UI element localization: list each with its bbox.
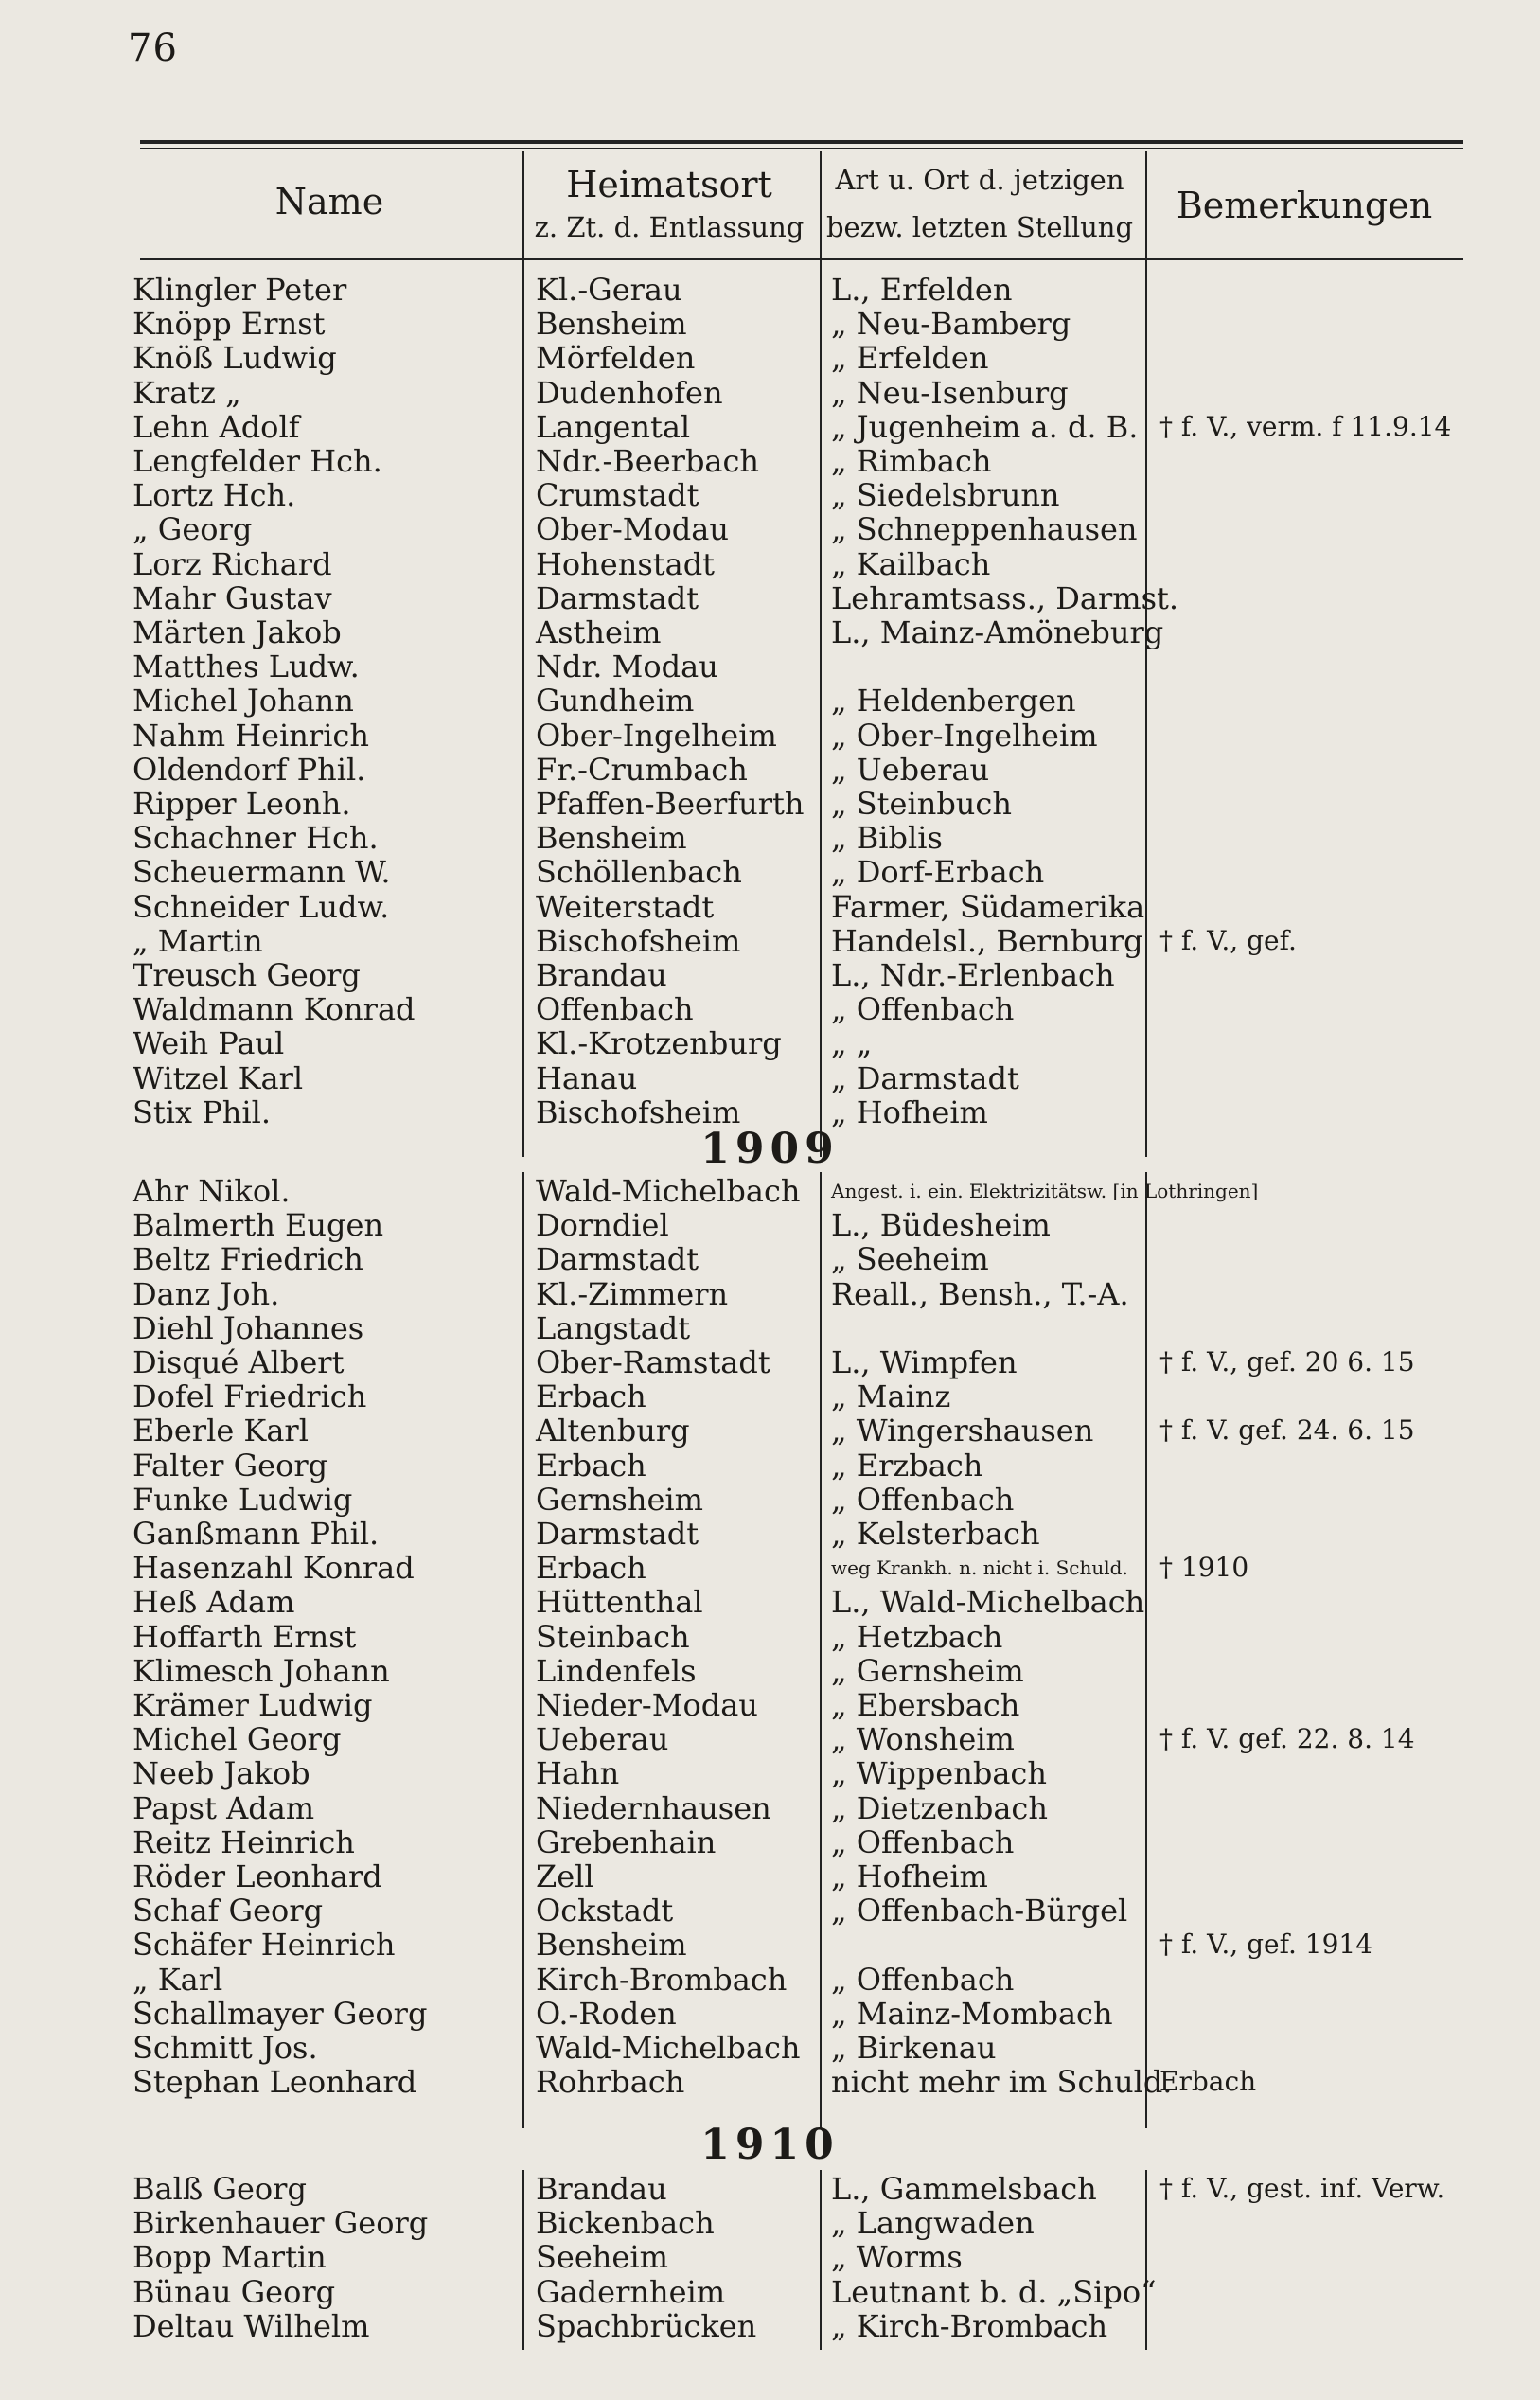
table-row bbox=[0, 1825, 1540, 1859]
cell-name: Falter Georg bbox=[133, 1447, 328, 1484]
cell-job: „ Dorf-Erbach bbox=[831, 854, 1045, 891]
cell-name: Disqué Albert bbox=[133, 1344, 345, 1380]
cell-home: Darmstadt bbox=[536, 1241, 699, 1278]
cell-name: Klingler Peter bbox=[133, 272, 347, 308]
table-row bbox=[0, 787, 1540, 821]
cell-home: Schöllenbach bbox=[536, 854, 742, 891]
cell-name: Weih Paul bbox=[133, 1025, 285, 1062]
cell-job: „ Offenbach bbox=[831, 1961, 1015, 1998]
cell-home: Astheim bbox=[536, 614, 662, 650]
cell-job: „ Wippenbach bbox=[831, 1755, 1047, 1792]
cell-job: nicht mehr im Schuld. bbox=[831, 2064, 1173, 2101]
cell-home: Dudenhofen bbox=[536, 374, 723, 411]
cell-home: Hüttenthal bbox=[536, 1584, 703, 1621]
cell-name: Balß Georg bbox=[133, 2171, 307, 2207]
cell-name: Kratz „ bbox=[133, 374, 241, 411]
cell-name: Michel Johann bbox=[133, 683, 354, 720]
table-row bbox=[0, 649, 1540, 684]
cell-name: Eberle Karl bbox=[133, 1413, 309, 1449]
table-row bbox=[0, 512, 1540, 546]
table-row bbox=[0, 1859, 1540, 1893]
table-row bbox=[0, 1893, 1540, 1928]
table-row bbox=[0, 1242, 1540, 1276]
table-row bbox=[0, 547, 1540, 581]
cell-home: Hohenstadt bbox=[536, 545, 716, 582]
cell-home: Kirch-Brombach bbox=[536, 1961, 788, 1998]
table-row bbox=[0, 307, 1540, 341]
cell-job: „ Neu-Isenburg bbox=[831, 374, 1069, 411]
table-row bbox=[0, 719, 1540, 753]
cell-home: Grebenhain bbox=[536, 1823, 717, 1860]
table-row bbox=[0, 581, 1540, 615]
table-row bbox=[0, 2309, 1540, 2343]
table-row bbox=[0, 1620, 1540, 1654]
table-row bbox=[0, 478, 1540, 512]
table-top-rule bbox=[140, 140, 1463, 149]
table-row bbox=[0, 992, 1540, 1026]
cell-name: Hasenzahl Konrad bbox=[133, 1550, 415, 1587]
header-remarks: Bemerkungen bbox=[1176, 185, 1433, 226]
table-row bbox=[0, 1311, 1540, 1345]
cell-name: Balmerth Eugen bbox=[133, 1207, 384, 1244]
cell-home: Lindenfels bbox=[536, 1652, 697, 1689]
table-row bbox=[0, 2172, 1540, 2206]
cell-name: Nahm Heinrich bbox=[133, 717, 369, 754]
header-home-line1: Heimatsort bbox=[566, 164, 772, 205]
cell-remarks: † f. V., gef. 1914 bbox=[1159, 1929, 1373, 1961]
cell-home: Bischofsheim bbox=[536, 1093, 741, 1130]
table-row bbox=[0, 341, 1540, 375]
cell-job: Handelsl., Bernburg bbox=[831, 922, 1143, 959]
cell-home: Darmstadt bbox=[536, 579, 699, 616]
header-job-line1: Art u. Ort d. jetzigen bbox=[835, 164, 1124, 196]
cell-name: Papst Adam bbox=[133, 1789, 315, 1826]
cell-job: L., Wald-Michelbach bbox=[831, 1584, 1145, 1621]
cell-job: „ Offenbach bbox=[831, 1481, 1015, 1518]
cell-home: Weiterstadt bbox=[536, 888, 715, 925]
table-row bbox=[0, 890, 1540, 924]
cell-home: Wald-Michelbach bbox=[536, 1173, 801, 1209]
table-row bbox=[0, 1963, 1540, 1997]
cell-name: „ Georg bbox=[133, 511, 253, 548]
cell-home: Erbach bbox=[536, 1378, 646, 1415]
cell-job: „ Hofheim bbox=[831, 1093, 988, 1130]
table-row bbox=[0, 2206, 1540, 2240]
cell-name: Mahr Gustav bbox=[133, 579, 332, 616]
table-row bbox=[0, 1345, 1540, 1379]
cell-name: Oldendorf Phil. bbox=[133, 751, 366, 788]
cell-job: „ Siedelsbrunn bbox=[831, 477, 1060, 514]
table-row bbox=[0, 958, 1540, 992]
year-heading: 1910 bbox=[700, 2121, 840, 2169]
cell-job: „ Ueberau bbox=[831, 751, 990, 788]
cell-name: Bünau Georg bbox=[133, 2273, 336, 2310]
cell-home: Ueberau bbox=[536, 1721, 669, 1758]
page-number: 76 bbox=[128, 27, 178, 70]
table-row bbox=[0, 1449, 1540, 1483]
cell-name: Schmitt Jos. bbox=[133, 2030, 318, 2066]
cell-home: O.-Roden bbox=[536, 1995, 677, 2032]
cell-job: „ Erzbach bbox=[831, 1447, 983, 1484]
cell-remarks: † f. V., gest. inf. Verw. bbox=[1159, 2173, 1445, 2204]
cell-home: Kl.-Gerau bbox=[536, 272, 682, 308]
table-row bbox=[0, 753, 1540, 787]
cell-job: Leutnant b. d. „Sipo“ bbox=[831, 2273, 1157, 2310]
cell-remarks: † f. V. gef. 22. 8. 14 bbox=[1159, 1723, 1415, 1755]
table-header-rule bbox=[140, 258, 1463, 260]
cell-home: Ndr.-Beerbach bbox=[536, 443, 760, 479]
cell-name: Lehn Adolf bbox=[133, 408, 300, 445]
table-row bbox=[0, 1928, 1540, 1962]
cell-name: Beltz Friedrich bbox=[133, 1241, 363, 1278]
table-row bbox=[0, 273, 1540, 307]
cell-name: Reitz Heinrich bbox=[133, 1823, 355, 1860]
table-row bbox=[0, 684, 1540, 718]
cell-name: Knöpp Ernst bbox=[133, 306, 326, 343]
cell-home: Spachbrücken bbox=[536, 2307, 757, 2344]
cell-job: „ Biblis bbox=[831, 820, 943, 857]
table-row bbox=[0, 1379, 1540, 1413]
cell-job: Lehramtsass., Darmst. bbox=[831, 579, 1179, 616]
cell-name: Heß Adam bbox=[133, 1584, 295, 1621]
cell-home: Bickenbach bbox=[536, 2205, 715, 2242]
cell-home: Pfaffen-Beerfurth bbox=[536, 786, 805, 822]
cell-job: Reall., Bensh., T.-A. bbox=[831, 1275, 1129, 1312]
cell-home: Niedernhausen bbox=[536, 1789, 771, 1826]
header-job-line2: bezw. letzten Stellung bbox=[825, 211, 1134, 243]
cell-name: Deltau Wilhelm bbox=[133, 2307, 370, 2344]
cell-home: Brandau bbox=[536, 2171, 667, 2207]
cell-job: „ Mainz bbox=[831, 1378, 951, 1415]
table-row bbox=[0, 1517, 1540, 1551]
cell-home: Fr.-Crumbach bbox=[536, 751, 748, 788]
cell-job: „ Mainz-Mombach bbox=[831, 1995, 1113, 2032]
table-row bbox=[0, 2031, 1540, 2065]
cell-job: „ Birkenau bbox=[831, 2030, 997, 2066]
cell-name: Hoffarth Ernst bbox=[133, 1618, 357, 1655]
cell-home: Langental bbox=[536, 408, 691, 445]
header-home-line2: z. Zt. d. Entlassung bbox=[534, 211, 805, 243]
cell-job: „ Heldenbergen bbox=[831, 683, 1076, 720]
cell-name: Schallmayer Georg bbox=[133, 1995, 428, 2032]
cell-job: „ Jugenheim a. d. B. bbox=[831, 408, 1139, 445]
cell-name: Stephan Leonhard bbox=[133, 2064, 417, 2101]
cell-name: Ahr Nikol. bbox=[133, 1173, 291, 1209]
table-row bbox=[0, 376, 1540, 410]
cell-job: L., Büdesheim bbox=[831, 1207, 1051, 1244]
table-row bbox=[0, 615, 1540, 649]
cell-job: „ Erfelden bbox=[831, 340, 989, 377]
table-row bbox=[0, 1688, 1540, 1722]
cell-home: Ober-Ramstadt bbox=[536, 1344, 770, 1380]
cell-name: Michel Georg bbox=[133, 1721, 342, 1758]
cell-job: Angest. i. ein. Elektrizitätsw. [in Lothringen] bbox=[831, 1180, 1259, 1202]
cell-name: Röder Leonhard bbox=[133, 1858, 382, 1894]
table-row bbox=[0, 1756, 1540, 1790]
table-row bbox=[0, 1654, 1540, 1688]
cell-home: Bensheim bbox=[536, 306, 687, 343]
cell-job: „ Wonsheim bbox=[831, 1721, 1015, 1758]
table-row bbox=[0, 1997, 1540, 2031]
cell-home: Brandau bbox=[536, 957, 667, 993]
cell-name: Witzel Karl bbox=[133, 1059, 304, 1096]
cell-name: Ripper Leonh. bbox=[133, 786, 351, 822]
cell-remarks: † f. V., verm. f 11.9.14 bbox=[1159, 410, 1452, 442]
cell-home: Steinbach bbox=[536, 1618, 690, 1655]
table-row bbox=[0, 821, 1540, 855]
cell-job: „ Worms bbox=[831, 2239, 963, 2276]
cell-job: „ Dietzenbach bbox=[831, 1789, 1048, 1826]
cell-home: Ndr. Modau bbox=[536, 649, 718, 685]
cell-name: Diehl Johannes bbox=[133, 1309, 364, 1346]
cell-name: „ Karl bbox=[133, 1961, 223, 1998]
table-row bbox=[0, 1483, 1540, 1517]
cell-home: Nieder-Modau bbox=[536, 1687, 758, 1723]
cell-name: Schachner Hch. bbox=[133, 820, 379, 857]
cell-name: Neeb Jakob bbox=[133, 1755, 310, 1792]
table-row bbox=[0, 1722, 1540, 1756]
cell-home: Kl.-Zimmern bbox=[536, 1275, 729, 1312]
cell-name: Schäfer Heinrich bbox=[133, 1927, 396, 1964]
cell-job: „ Steinbuch bbox=[831, 786, 1012, 822]
cell-name: Matthes Ludw. bbox=[133, 649, 360, 685]
cell-job: L., Mainz-Amöneburg bbox=[831, 614, 1164, 650]
cell-job: „ Langwaden bbox=[831, 2205, 1035, 2242]
cell-home: Wald-Michelbach bbox=[536, 2030, 801, 2066]
table-row bbox=[0, 1061, 1540, 1095]
cell-job: „ Rimbach bbox=[831, 443, 992, 479]
cell-job: Farmer, Südamerika bbox=[831, 888, 1145, 925]
cell-name: „ Martin bbox=[133, 922, 263, 959]
cell-home: Hanau bbox=[536, 1059, 638, 1096]
table-row bbox=[0, 924, 1540, 958]
cell-home: Seeheim bbox=[536, 2239, 668, 2276]
table-row bbox=[0, 2275, 1540, 2309]
cell-home: Dorndiel bbox=[536, 1207, 669, 1244]
cell-name: Lengfelder Hch. bbox=[133, 443, 382, 479]
cell-name: Funke Ludwig bbox=[133, 1481, 353, 1518]
cell-job: L., Ndr.-Erlenbach bbox=[831, 957, 1115, 993]
cell-job: L., Wimpfen bbox=[831, 1344, 1018, 1380]
cell-name: Stix Phil. bbox=[133, 1093, 272, 1130]
cell-home: Gernsheim bbox=[536, 1481, 703, 1518]
table-row bbox=[0, 1174, 1540, 1208]
table-row bbox=[0, 444, 1540, 478]
table-row bbox=[0, 1277, 1540, 1311]
table-row bbox=[0, 1208, 1540, 1242]
cell-home: Erbach bbox=[536, 1447, 646, 1484]
cell-job: „ Gernsheim bbox=[831, 1652, 1024, 1689]
cell-name: Schneider Ludw. bbox=[133, 888, 390, 925]
cell-job: L., Gammelsbach bbox=[831, 2171, 1097, 2207]
cell-name: Lorz Richard bbox=[133, 545, 332, 582]
cell-name: Treusch Georg bbox=[133, 957, 361, 993]
cell-home: Langstadt bbox=[536, 1309, 691, 1346]
cell-home: Ockstadt bbox=[536, 1893, 674, 1929]
cell-home: Rohrbach bbox=[536, 2064, 685, 2101]
cell-name: Waldmann Konrad bbox=[133, 991, 416, 1028]
cell-name: Knöß Ludwig bbox=[133, 340, 337, 377]
table-row bbox=[0, 410, 1540, 444]
cell-name: Krämer Ludwig bbox=[133, 1687, 373, 1723]
cell-job: „ „ bbox=[831, 1025, 873, 1062]
cell-home: Crumstadt bbox=[536, 477, 699, 514]
cell-job: „ Ober-Ingelheim bbox=[831, 717, 1098, 754]
cell-remarks: † f. V. gef. 24. 6. 15 bbox=[1159, 1414, 1415, 1447]
table-row bbox=[0, 1026, 1540, 1060]
table-row bbox=[0, 1585, 1540, 1619]
cell-job: „ Kailbach bbox=[831, 545, 991, 582]
cell-job: „ Neu-Bamberg bbox=[831, 306, 1071, 343]
cell-home: Gundheim bbox=[536, 683, 695, 720]
cell-home: Gadernheim bbox=[536, 2273, 726, 2310]
cell-job: „ Schneppenhausen bbox=[831, 511, 1138, 548]
cell-remarks: † f. V., gef. 20 6. 15 bbox=[1159, 1346, 1415, 1378]
cell-home: Bensheim bbox=[536, 1927, 687, 1964]
cell-home: Bischofsheim bbox=[536, 922, 741, 959]
table-row bbox=[0, 1551, 1540, 1585]
cell-job: „ Seeheim bbox=[831, 1241, 989, 1278]
cell-job: „ Offenbach-Bürgel bbox=[831, 1893, 1128, 1929]
cell-home: Altenburg bbox=[536, 1413, 690, 1449]
cell-name: Birkenhauer Georg bbox=[133, 2205, 429, 2242]
cell-job: „ Offenbach bbox=[831, 1823, 1015, 1860]
cell-home: Zell bbox=[536, 1858, 594, 1894]
cell-name: Schaf Georg bbox=[133, 1893, 324, 1929]
cell-name: Märten Jakob bbox=[133, 614, 342, 650]
cell-name: Lortz Hch. bbox=[133, 477, 296, 514]
cell-name: Scheuermann W. bbox=[133, 854, 391, 891]
cell-remarks: † f. V., gef. bbox=[1159, 924, 1297, 956]
cell-name: Bopp Martin bbox=[133, 2239, 327, 2276]
cell-name: Klimesch Johann bbox=[133, 1652, 390, 1689]
cell-job: „ Darmstadt bbox=[831, 1059, 1019, 1096]
cell-home: Ober-Modau bbox=[536, 511, 729, 548]
cell-home: Kl.-Krotzenburg bbox=[536, 1025, 782, 1062]
cell-remarks: † 1910 bbox=[1159, 1552, 1249, 1584]
table-row bbox=[0, 2065, 1540, 2099]
table-row bbox=[0, 1791, 1540, 1825]
cell-job: „ Kirch-Brombach bbox=[831, 2307, 1108, 2344]
cell-home: Erbach bbox=[536, 1550, 646, 1587]
cell-job: „ Hofheim bbox=[831, 1858, 988, 1894]
cell-home: Offenbach bbox=[536, 991, 694, 1028]
table-row bbox=[0, 855, 1540, 889]
year-heading: 1909 bbox=[700, 1125, 840, 1173]
cell-job: „ Kelsterbach bbox=[831, 1516, 1040, 1552]
cell-job: weg Krankh. n. nicht i. Schuld. bbox=[831, 1556, 1128, 1580]
cell-remarks: Erbach bbox=[1159, 2066, 1257, 2098]
cell-home: Mörfelden bbox=[536, 340, 696, 377]
cell-job: „ Wingershausen bbox=[831, 1413, 1094, 1449]
cell-home: Bensheim bbox=[536, 820, 687, 857]
cell-name: Dofel Friedrich bbox=[133, 1378, 367, 1415]
cell-name: Danz Joh. bbox=[133, 1275, 280, 1312]
cell-home: Hahn bbox=[536, 1755, 620, 1792]
table-row bbox=[0, 2240, 1540, 2274]
cell-job: L., Erfelden bbox=[831, 272, 1013, 308]
table-row bbox=[0, 1413, 1540, 1448]
cell-name: Ganßmann Phil. bbox=[133, 1516, 380, 1552]
cell-job: „ Ebersbach bbox=[831, 1687, 1020, 1723]
cell-home: Ober-Ingelheim bbox=[536, 717, 777, 754]
cell-job: „ Offenbach bbox=[831, 991, 1015, 1028]
header-name: Name bbox=[274, 181, 384, 222]
cell-home: Darmstadt bbox=[536, 1516, 699, 1552]
cell-job: „ Hetzbach bbox=[831, 1618, 1003, 1655]
